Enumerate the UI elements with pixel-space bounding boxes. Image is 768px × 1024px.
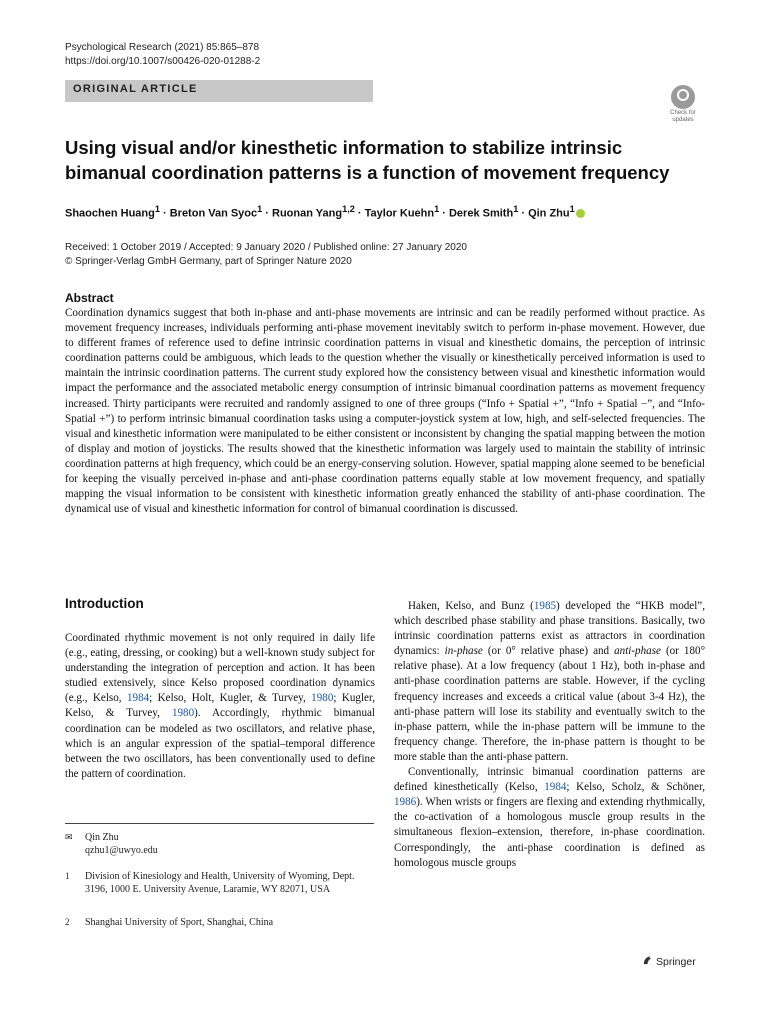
- doi-link[interactable]: https://doi.org/10.1007/s00426-020-01288-2: [65, 56, 261, 67]
- introduction-heading: Introduction: [65, 596, 144, 611]
- author-name[interactable]: Ruonan Yang: [272, 207, 343, 220]
- journal-header: [65, 41, 260, 69]
- abstract-text: Coordination dynamics suggest that both in-phase and anti-phase movements are intrinsic and can be readily performed without practice. As movement frequency increases, individuals performing anti-phase movement inevitably switch to perform in-phase movement. However, due to different frames of reference used to define intrinsic coordination patterns in visual and kinesthetic domains, the perception of intrinsic coordination patterns could be ambiguous, which leads to the question whether the visually or kinesthetically perceived information is used to maintain the intrinsic coordination patterns. The current study explored how the consistency between visual and kinesthetic information would impact the performance and the associated metabolic energy consumption of intrinsic bimanual coordination patterns as movement frequency increased. Thirty participants were recruited and randomly assigned to one of three groups (“Info + Spatial +”, “Info + Spatial −”, and “Info-Spatial +”) to perform intrinsic bimanual coordination tasks using a computer-joystick system at low, high, and self-selected frequencies. The visual and kinesthetic information were manipulated to be either consistent or inconsistent by changing the spatial mapping between the motion of display and motion of joysticks. The results showed that the kinesthetic information was largely used to maintain the stability of intrinsic coordination patterns at high frequency, which could be an energy-conserving solution. However, spatial mapping alone seemed to be beneficial for keeping the visually perceived in-phase and anti-phase coordination patterns equally stable at low movement frequency, and spatially mapping the visual information to be consistent with kinesthetic information greatly enhanced the stability of anti-phase coordination. The dynamical use of visual and kinesthetic information for control of bimanual coordination is discussed.: [65, 307, 705, 516]
- intro-paragraph-1: [65, 631, 375, 782]
- text-run: ; Kugler, Kelso, & Turvey,: [65, 692, 375, 720]
- author-name[interactable]: Taylor Kuehn: [364, 207, 435, 220]
- italic-term: anti-phase: [614, 645, 661, 658]
- text-run: ; Kelso, Scholz, & Schöner,: [566, 781, 705, 794]
- author-name[interactable]: Derek Smith: [448, 207, 514, 220]
- author-affiliation: 1: [513, 204, 519, 214]
- affiliation-1-text: Division of Kinesiology and Health, University of Wyoming, Dept. 3196, 1000 E. University Avenue, Laramie, WY 82071, USA: [85, 871, 355, 895]
- check-for-updates-badge[interactable]: [663, 85, 703, 125]
- article-type-label: ORIGINAL ARTICLE: [73, 83, 198, 95]
- affiliation-1-footnote: [65, 870, 375, 896]
- publisher-name: Springer: [656, 956, 696, 968]
- corresponding-email[interactable]: qzhu1@uwyo.edu: [85, 845, 158, 856]
- author-name[interactable]: Breton Van Syoc: [169, 207, 258, 220]
- abstract-body: [65, 306, 705, 517]
- badge-line2: updates: [672, 117, 694, 123]
- text-run: (or 180° relative phase). At a low frequency (about 1 Hz), both in-phase and anti-phase coordination patterns are stable. However, if the cycling frequency increases and exceeds a critical value (about 3-4 Hz), the anti-phase pattern will lose its stability and eventually switch to the in-phase pattern, while the in-phase pattern will be immune to the frequency change. Therefore, the in-phase pattern is thought to be more stable than the anti-phase pattern.: [394, 645, 706, 763]
- affiliation-2-footnote: [65, 916, 375, 929]
- check-for-updates-text: [663, 110, 703, 124]
- author-affiliation: 1,2: [342, 204, 355, 214]
- title-line2: bimanual coordination patterns is a function of movement frequency: [65, 162, 670, 183]
- intro-paragraph-2: [394, 599, 705, 765]
- author-list: Shaochen Huang$^1$ · Breton Van Syoc$^1$ · Ruonan Yang$^{1,2}$ · Taylor Kuehn$^1$ · Derek Smith$^1$ · Qin Zhu$^1$: [65, 204, 705, 220]
- dates-line: Received: 1 October 2019 / Accepted: 9 January 2020 / Published online: 27 January 2020: [65, 242, 467, 253]
- citation-link[interactable]: 1980: [171, 707, 195, 720]
- title-line1: Using visual and/or kinesthetic information to stabilize intrinsic: [65, 137, 623, 158]
- author-affiliation: 1: [434, 204, 440, 214]
- abstract-heading: Abstract: [65, 291, 114, 305]
- publication-dates: [65, 241, 467, 269]
- publisher-footer: [642, 955, 696, 968]
- text-run: Conventionally, intrinsic bimanual coordination patterns are defined kinesthetically (Kelso,: [394, 766, 705, 794]
- footnote-divider: [65, 823, 374, 824]
- citation-link[interactable]: 1986: [394, 796, 417, 809]
- correspondence-footnote: [65, 831, 375, 857]
- italic-term: in-phase: [444, 645, 483, 658]
- springer-horse-icon: [642, 955, 653, 966]
- text-run: ). Accordingly, rhythmic bimanual coordination can be modeled as two oscillators, and relative phase, which is an angular expression of the spatial–temporal difference between the two oscillators, has been conventionally used to define the pattern of coordination.: [65, 707, 375, 780]
- right-column: [394, 599, 705, 871]
- journal-citation: Psychological Research (2021) 85:865–878: [65, 42, 260, 53]
- author-affiliation: 1: [569, 204, 575, 214]
- citation-link[interactable]: 1984: [544, 781, 567, 794]
- text-run: ) developed the “HKB model”, which described phase stability and phase transitions. Basically, two intrinsic coordination patterns exist as attractors in coordination dynamics:: [394, 600, 705, 658]
- affiliation-mark: 1: [65, 871, 70, 881]
- text-run: ). When wrists or fingers are flexing and extending rhythmically, the co-activation of a homologous muscle group results in the simultaneous flexion–extension, therefore, in-phase coordination. Correspondingly, the anti-phase coordination is defined as homologous muscle groups: [394, 796, 705, 869]
- author-name[interactable]: Qin Zhu: [528, 207, 570, 220]
- copyright-line: © Springer-Verlag GmbH Germany, part of Springer Nature 2020: [65, 256, 352, 267]
- citation-link[interactable]: 1984: [126, 692, 150, 705]
- author-affiliation: 1: [154, 204, 160, 214]
- check-for-updates-icon: [671, 85, 695, 109]
- affiliation-mark: 2: [65, 917, 70, 927]
- author-name[interactable]: Shaochen Huang: [65, 207, 155, 220]
- text-run: Coordinated rhythmic movement is not only required in daily life (e.g., eating, dressing, or cooking) but a well-known study subject for understanding the integration of perception and action. It has been studied extensively, since Kelso proposed coordination dynamics (e.g., Kelso,: [65, 632, 375, 705]
- text-run: ; Kelso, Holt, Kugler, & Turvey,: [149, 692, 312, 705]
- text-run: (or 0° relative phase) and: [482, 645, 615, 658]
- article-title: [65, 135, 705, 185]
- citation-link[interactable]: 1985: [533, 600, 557, 612]
- affiliation-2-text: Shanghai University of Sport, Shanghai, China: [85, 917, 274, 928]
- envelope-icon: ✉: [65, 832, 73, 842]
- left-column: [65, 631, 375, 782]
- article-type-banner: [65, 80, 373, 102]
- corresponding-author: Qin Zhu: [85, 832, 119, 843]
- text-run: Haken, Kelso, and Bunz (: [408, 600, 534, 612]
- orcid-icon[interactable]: [576, 209, 585, 218]
- intro-paragraph-3: [394, 765, 705, 871]
- author-affiliation: 1: [257, 204, 263, 214]
- citation-link[interactable]: 1980: [311, 692, 334, 705]
- badge-line1: Check for: [670, 110, 696, 116]
